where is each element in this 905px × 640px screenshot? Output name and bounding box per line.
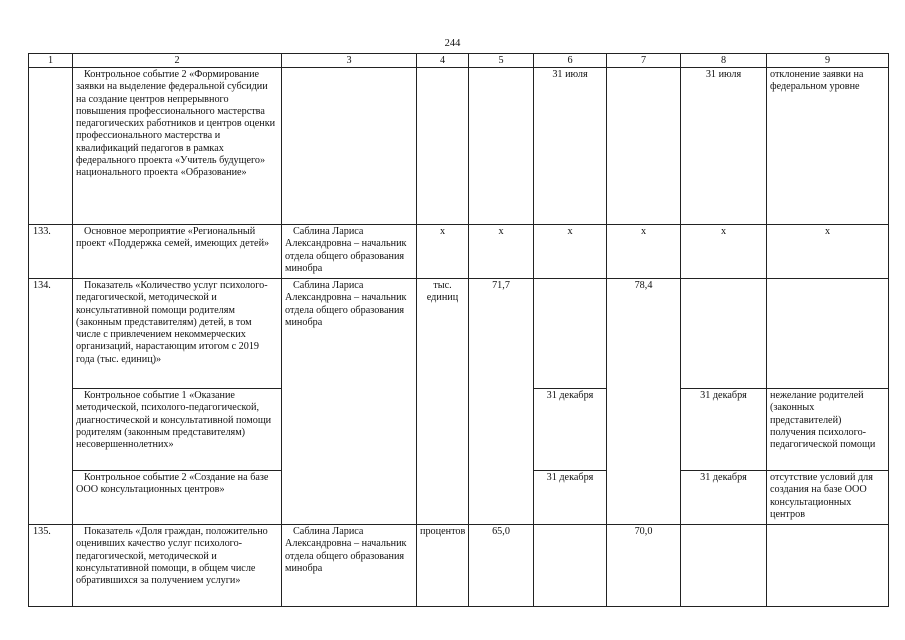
risk-cell xyxy=(767,525,889,607)
date-cell xyxy=(681,525,767,607)
description-cell: Контрольное событие 1 «Оказание методической, психолого-педагогической, диагностической и консультативной помощи родителям (законным представителям) несовершеннолетних» xyxy=(73,389,282,471)
table-row xyxy=(29,68,889,225)
header-col-3: 3 xyxy=(282,54,417,68)
date-cell xyxy=(681,279,767,389)
header-col-6: 6 xyxy=(534,54,607,68)
row-number-cell: 135. xyxy=(29,525,73,607)
responsible-cell: Саблина Лариса Александровна – начальник отдела общего образования минобра xyxy=(282,525,417,607)
header-col-5: 5 xyxy=(469,54,534,68)
unit-cell: процентов xyxy=(417,525,469,607)
base-value-cell: х xyxy=(469,225,534,279)
responsible-cell: Саблина Лариса Александровна – начальник отдела общего образования минобра xyxy=(282,225,417,279)
target-value-cell: х xyxy=(607,225,681,279)
unit-cell xyxy=(417,68,469,225)
date-cell: 31 декабря xyxy=(534,389,607,471)
header-col-7: 7 xyxy=(607,54,681,68)
target-value-cell: 70,0 xyxy=(607,525,681,607)
base-value-cell: 65,0 xyxy=(469,525,534,607)
date-cell: х xyxy=(534,225,607,279)
table-row xyxy=(29,525,889,607)
table-row xyxy=(29,279,889,389)
base-value-cell xyxy=(469,68,534,225)
description-cell: Основное мероприятие «Региональный проект «Поддержка семей, имеющих детей» xyxy=(73,225,282,279)
page-number: 244 xyxy=(444,38,461,49)
date-cell xyxy=(534,279,607,389)
date-cell xyxy=(534,525,607,607)
control-events-table xyxy=(28,53,889,607)
header-col-8: 8 xyxy=(681,54,767,68)
table-row xyxy=(29,225,889,279)
risk-cell: х xyxy=(767,225,889,279)
header-col-9: 9 xyxy=(767,54,889,68)
date-cell: 31 июля xyxy=(681,68,767,225)
date-cell: х xyxy=(681,225,767,279)
unit-cell: тыс. единиц xyxy=(417,279,469,525)
header-col-2: 2 xyxy=(73,54,282,68)
row-number-cell: 134. xyxy=(29,279,73,525)
date-cell: 31 декабря xyxy=(534,471,607,525)
base-value-cell: 71,7 xyxy=(469,279,534,525)
risk-cell xyxy=(767,279,889,389)
risk-cell: отсутствие условий для создания на базе ООО консультационных центров xyxy=(767,471,889,525)
description-cell: Контрольное событие 2 «Создание на базе ООО консультационных центров» xyxy=(73,471,282,525)
row-number-cell xyxy=(29,68,73,225)
header-row xyxy=(29,54,889,68)
date-cell: 31 июля xyxy=(534,68,607,225)
responsible-cell xyxy=(282,68,417,225)
unit-cell: х xyxy=(417,225,469,279)
target-value-cell xyxy=(607,68,681,225)
risk-cell: отклонение заявки на федеральном уровне xyxy=(767,68,889,225)
row-number-cell: 133. xyxy=(29,225,73,279)
responsible-cell: Саблина Лариса Александровна – начальник отдела общего образования минобра xyxy=(282,279,417,525)
date-cell: 31 декабря xyxy=(681,389,767,471)
target-value-cell: 78,4 xyxy=(607,279,681,525)
date-cell: 31 декабря xyxy=(681,471,767,525)
risk-cell: нежелание родителей (законных представителей) получения психолого-педагогической помощи xyxy=(767,389,889,471)
description-cell: Контрольное событие 2 «Формирование заявки на выделение федеральной субсидии на создание центров непрерывного повышения профессионального мастерства педагогических работников и центров оценки профессионального мастерства и квалификаций педагогов в рамках федерального проекта «Учитель будущего» национального проекта «Образование» xyxy=(73,68,282,225)
header-col-4: 4 xyxy=(417,54,469,68)
description-cell: Показатель «Доля граждан, положительно оценивших качество услуг психолого-педагогической, методической и консультативной помощи, в общем числе обратившихся за получением услуги» xyxy=(73,525,282,607)
header-col-1: 1 xyxy=(29,54,73,68)
description-cell: Показатель «Количество услуг психолого-педагогической, методической и консультативной помощи родителям (законным представителям) детей, в том числе с привлечением некоммерческих организаций, нарастающим итогом с 2019 года (тыс. единиц)» xyxy=(73,279,282,389)
